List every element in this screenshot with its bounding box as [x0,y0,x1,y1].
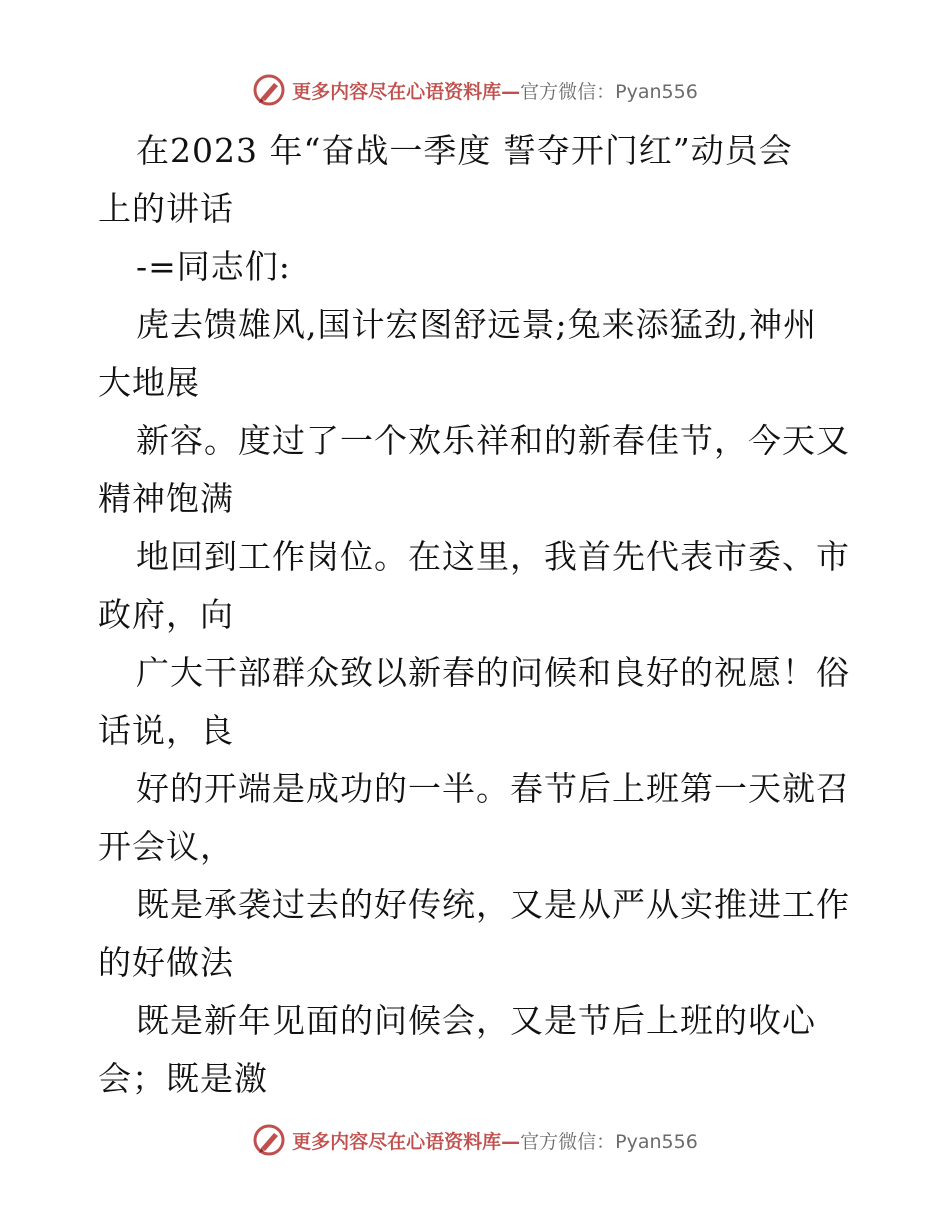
text-line: 开会议， [98,827,234,866]
text-line: 在2023 年“奋战一季度 誓夺开门红”动员会 [136,131,793,170]
text-line: 好的开端是成功的一半。春节后上班第一天就召 [136,769,850,808]
text-line: 精神饱满 [98,479,234,518]
text-line: 既是承袭过去的好传统，又是从严从实推进工作 [136,885,850,924]
text-line: 既是新年见面的问候会，又是节后上班的收心 [136,1001,816,1040]
text-line: 会；既是激 [98,1059,268,1098]
text-line: -=同志们: [136,247,291,286]
footer-watermark-banner [0,1120,950,1160]
header-banner-wechat: 官方微信：Pyan556 [520,80,698,103]
header-banner-text: 更多内容尽在心语资料库—官方微信：Pyan556 [292,80,698,103]
document-body [98,122,858,1108]
text-line: 广大干部群众致以新春的问候和良好的祝愿！俗 [136,653,850,692]
footer-banner-wechat: 官方微信：Pyan556 [520,1130,698,1153]
text-line: 地回到工作岗位。在这里，我首先代表市委、市 [136,537,850,576]
pen-logo-icon [252,1123,286,1157]
text-line: 新容。度过了一个欢乐祥和的新春佳节，今天又 [136,421,850,460]
text-line: 话说，良 [98,711,234,750]
text-line: 政府，向 [98,595,234,634]
text-line: 大地展 [98,363,200,402]
text-line: 上的讲话 [98,189,234,228]
text-line: 的好做法 [98,943,234,982]
pen-logo-icon [252,73,286,107]
text-line: 虎去馈雄风,国计宏图舒远景;兔来添猛劲,神州 [136,305,818,344]
footer-banner-text: 更多内容尽在心语资料库—官方微信：Pyan556 [292,1130,698,1153]
header-watermark-banner [0,70,950,110]
